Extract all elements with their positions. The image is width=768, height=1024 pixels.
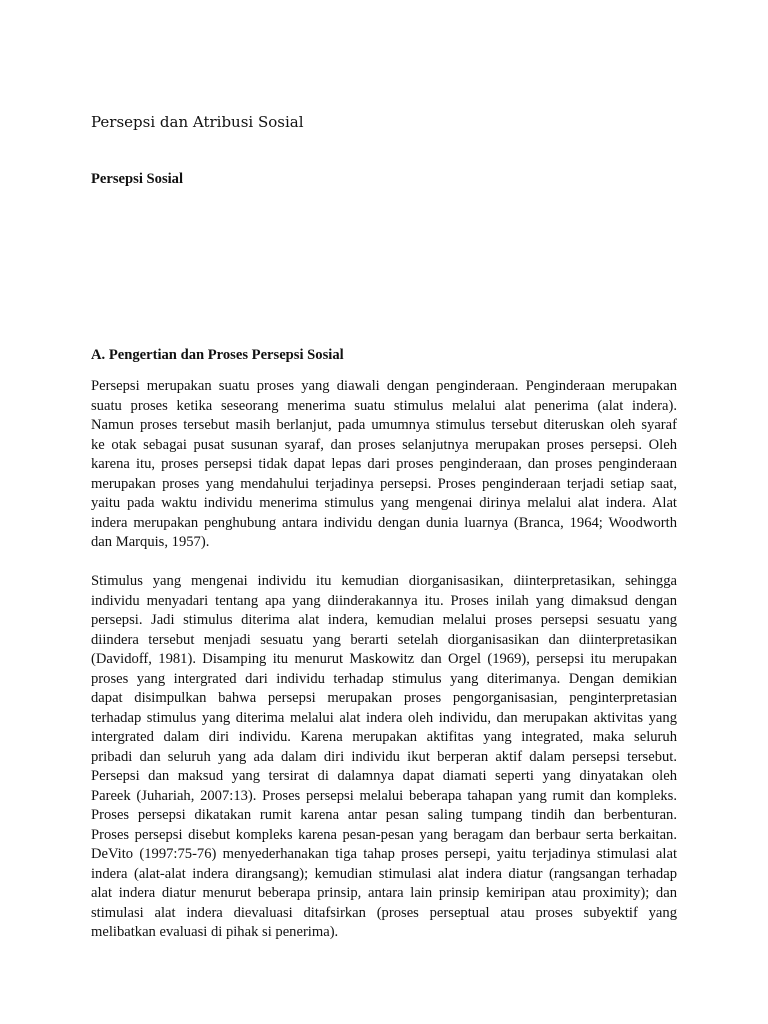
paragraph-line: ke otak sebagai pusat susunan syaraf, dan proses selanjutnya merupakan proses persepsi. Oleh bbox=[91, 436, 677, 453]
paragraph-line: dapat disimpulkan bahwa persepsi merupakan proses pengorganisasian, penginterpretasian bbox=[91, 690, 677, 706]
paragraph-line: diindera tersebut menjadi sesuatu yang berarti setelah diorganisasikan dan diinterpretasikan bbox=[91, 631, 677, 648]
paragraph-line: dan Marquis, 1957). bbox=[91, 534, 210, 550]
paragraph-line: Stimulus yang mengenai individu itu kemudian diorganisasikan, diinterpretasikan, sehingga bbox=[91, 573, 677, 589]
paragraph-line: persepsi. Jadi stimulus diterima alat indera, kemudian melalui proses persepsi sesuatu yang bbox=[91, 612, 677, 628]
paragraph-line: melibatkan evaluasi di pihak si penerima). bbox=[91, 924, 339, 940]
paragraph-line: intergrated dalam diri individu. Karena merupakan aktifitas yang integrated, maka seluruh bbox=[91, 729, 677, 745]
paragraph-line: pribadi dan seluruh yang ada dalam diri individu ikut berperan aktif dalam persepsi tersebut. bbox=[91, 748, 677, 765]
paragraph-line: indera (alat-alat indera dirangsang); kemudian stimulasi alat indera diatur (rangsangan terhadap bbox=[91, 865, 677, 882]
paragraph-line: Persepsi dan maksud yang tersirat di dalamnya dapat diamati seperti yang dinyatakan oleh bbox=[91, 768, 677, 784]
paragraph-line: proses yang intergrated dari individu terhadap stimulus yang diterimanya. Dengan demikian bbox=[91, 670, 677, 687]
paragraph-2 bbox=[91, 572, 677, 943]
paragraph-line: suatu proses ketika seseorang menerima suatu stimulus melalui alat penerima (alat indera). bbox=[91, 397, 677, 414]
document-subtitle: Persepsi Sosial bbox=[91, 171, 184, 187]
paragraph-line: DeVito (1997:75-76) menyederhanakan tiga tahap proses persepi, yaitu terjadinya stimulasi alat bbox=[91, 846, 677, 862]
paragraph-line: merupakan proses yang mendahului terjadinya persepsi. Proses penginderaan terjadi setiap saat, bbox=[91, 475, 677, 492]
paragraph-line: Proses persepsi disebut kompleks karena pesan-pesan yang beragam dan berbaur serta berkaitan. bbox=[91, 826, 677, 843]
section-heading: A. Pengertian dan Proses Persepsi Sosial bbox=[91, 347, 344, 363]
paragraph-line: Namun proses tersebut masih berlanjut, pada umumnya stimulus tersebut diteruskan oleh syaraf bbox=[91, 417, 677, 433]
paragraph-line: terhadap stimulus yang diterima melalui alat indera oleh individu, dan merupakan aktivitas yang bbox=[91, 709, 677, 726]
paragraph-line: Pareek (Juhariah, 2007:13). Proses persepsi melalui beberapa tahapan yang rumit dan kompleks. bbox=[91, 787, 677, 804]
paragraph-line: karena itu, proses persepsi tidak dapat lepas dari proses penginderaan, dan proses penginderaan bbox=[91, 456, 677, 472]
paragraph-line: alat indera diatur menurut beberapa prinsip, antara lain prinsip kemiripan atau proximity); dan bbox=[91, 885, 677, 901]
document-title: Persepsi dan Atribusi Sosial bbox=[91, 113, 304, 131]
paragraph-1 bbox=[91, 377, 677, 553]
paragraph-line: Proses persepsi dikatakan rumit karena antar pesan saling tumpang tindih dan berbenturan. bbox=[91, 807, 677, 823]
paragraph-line: Persepsi merupakan suatu proses yang diawali dengan penginderaan. Penginderaan merupakan bbox=[91, 378, 677, 394]
paragraph-line: yaitu pada waktu individu menerima stimulus yang mengenai dirinya melalui alat indera. Alat bbox=[91, 495, 677, 511]
paragraph-line: (Davidoff, 1981). Disamping itu menurut Maskowitz dan Orgel (1969), persepsi itu merupakan bbox=[91, 651, 677, 667]
paragraph-line: individu menyadari tentang apa yang diinderakannya itu. Proses inilah yang dimaksud dengan bbox=[91, 592, 677, 609]
paragraph-line: stimulasi alat indera dievaluasi ditafsirkan (proses perseptual atau proses subyektif yang bbox=[91, 904, 677, 921]
paragraph-line: indera merupakan penghubung antara individu dengan dunia luarnya (Branca, 1964; Woodworth bbox=[91, 514, 677, 531]
